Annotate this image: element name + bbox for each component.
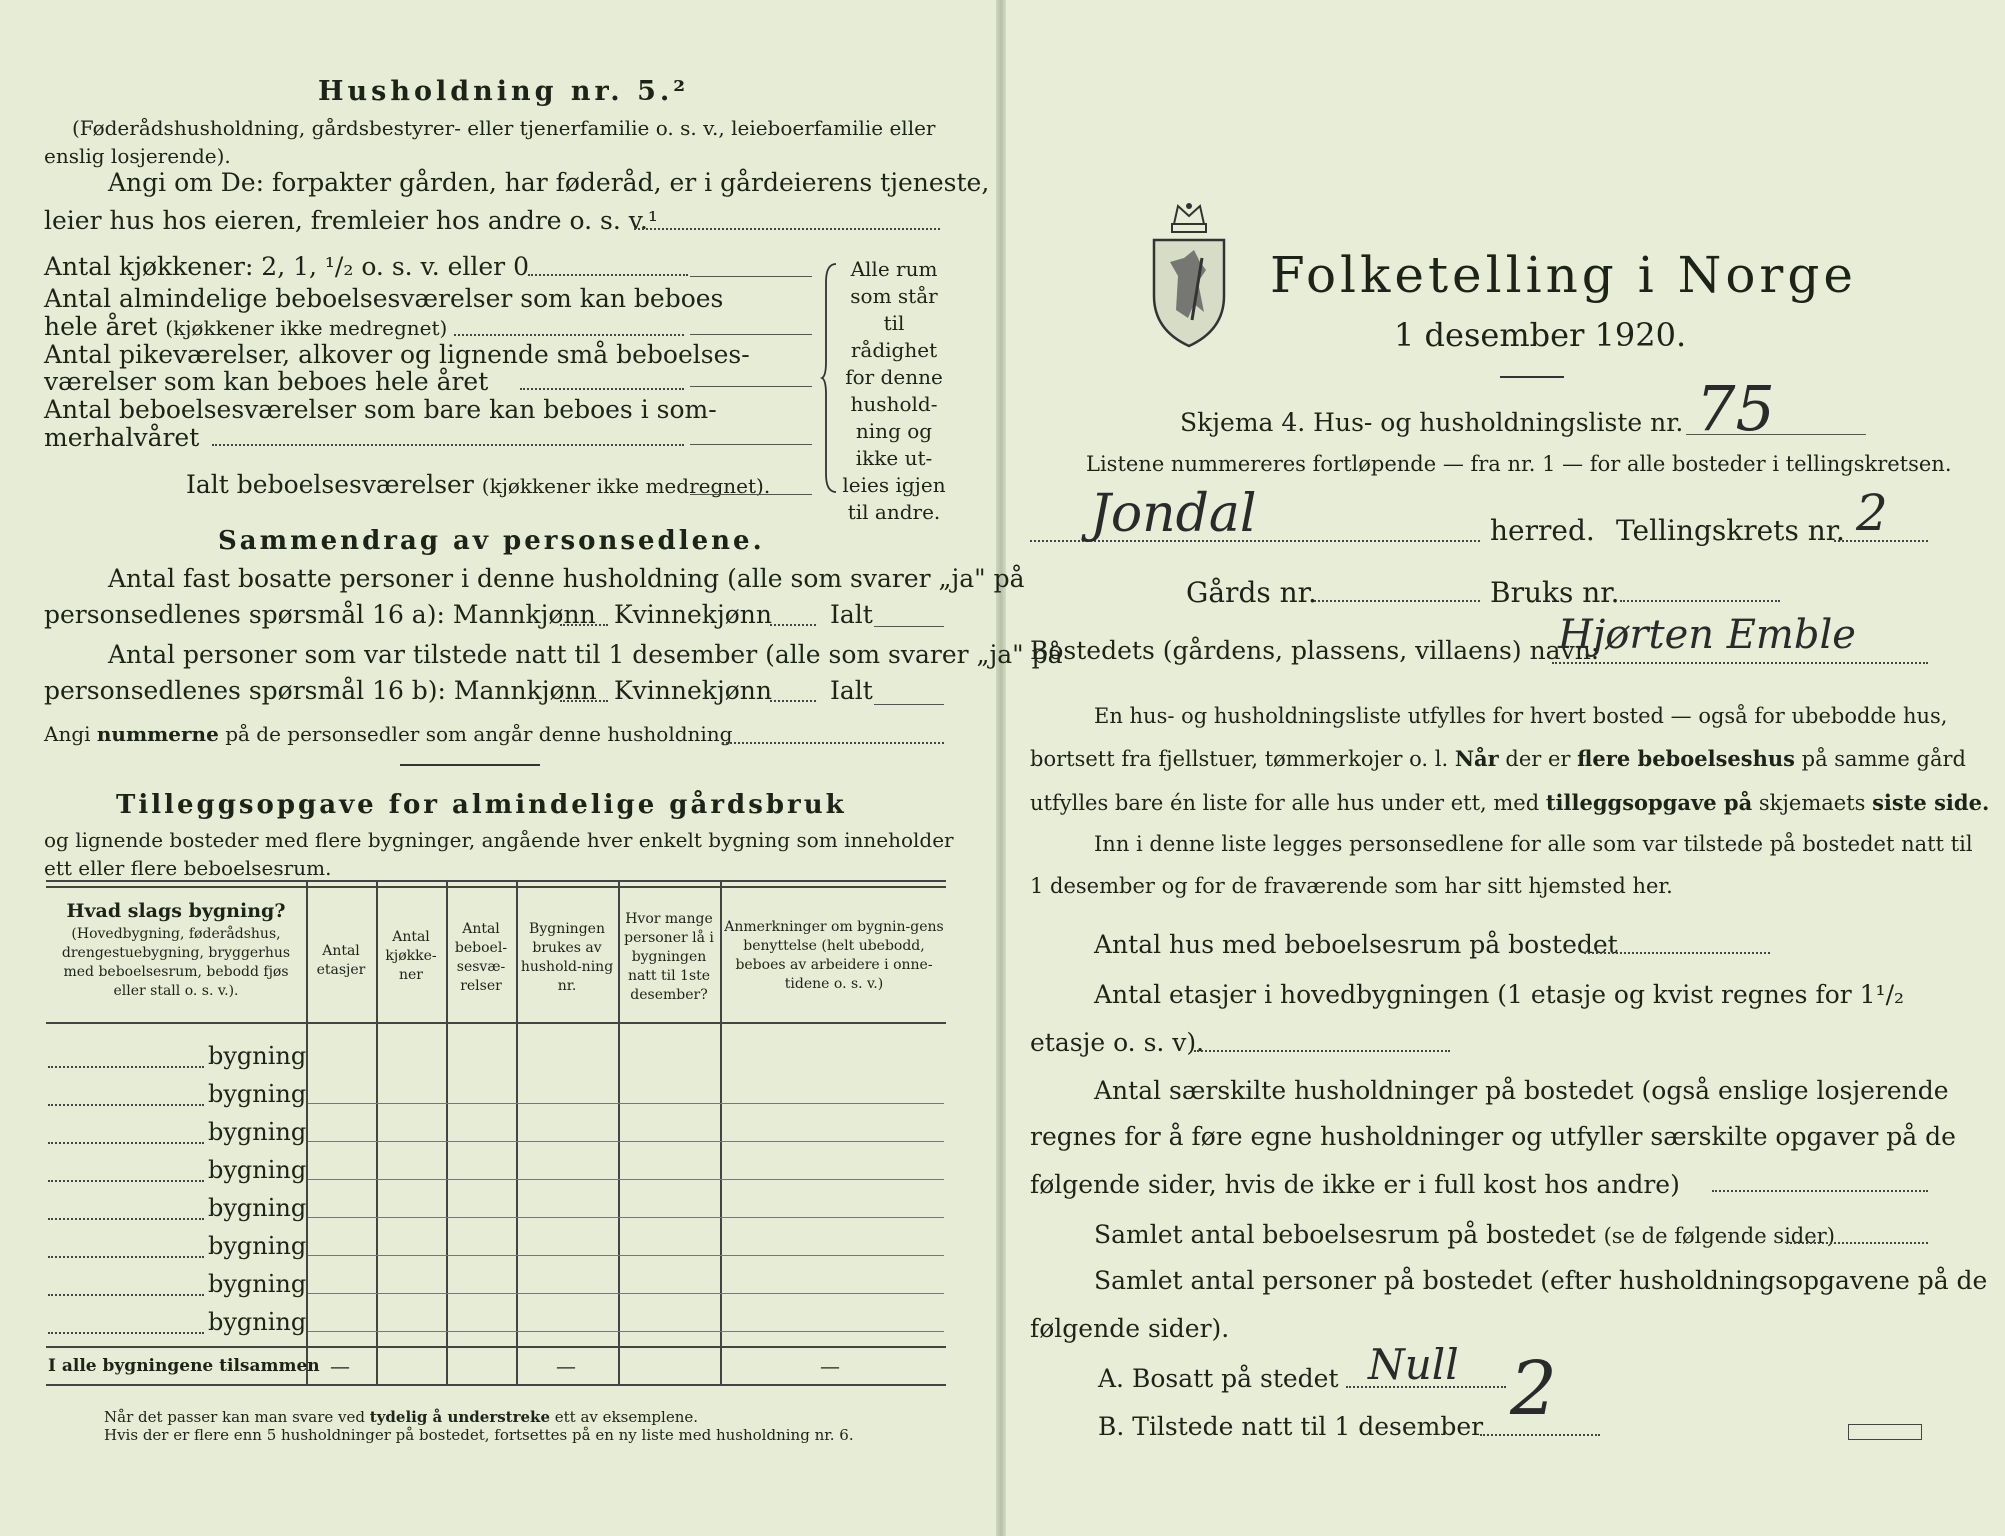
- col-etasjer-header: Antal etasjer: [316, 943, 366, 978]
- total-row-label: I alle bygningene tilsammen: [48, 1356, 320, 1376]
- section-divider: [400, 764, 540, 766]
- col-kjokkener-header: Antal kjøkke-ner: [385, 929, 437, 983]
- a-bosatt-label: A. Bosatt på stedet: [1098, 1364, 1339, 1393]
- table-header-border: [46, 1022, 946, 1024]
- tillegg-line-1: og lignende bosteder med flere bygninger, angående hver enkelt bygning som inneholder: [44, 828, 954, 852]
- row-fill[interactable]: [48, 1180, 204, 1182]
- kvinne-1-label: Kvinnekjønn: [614, 600, 772, 629]
- kjokken-line: Antal kjøkkener: 2, 1, ¹/₂ o. s. v. eller 0: [44, 252, 529, 281]
- herred-value[interactable]: Jondal: [1090, 484, 1257, 544]
- pike-answer-line[interactable]: [690, 386, 812, 387]
- sommer-answer-line[interactable]: [690, 444, 812, 445]
- row-fill[interactable]: [48, 1142, 204, 1144]
- angi-line-2: leier hus hos eieren, fremleier hos andre o. s. v.¹: [44, 206, 658, 235]
- tellingskrets-label: Tellingskrets nr.: [1616, 514, 1845, 547]
- sommer-line-1: Antal beboelsesværelser som bare kan beboes i som-: [44, 395, 717, 424]
- alm-dots: [454, 334, 684, 336]
- q-etasjer-line-1: Antal etasjer i hovedbygningen (1 etasje og kvist regnes for 1¹/₂: [1094, 980, 1905, 1009]
- census-title: Folketelling i Norge: [1270, 246, 1857, 304]
- ialt-answer-line[interactable]: [690, 494, 812, 495]
- q-pers-line-1: Samlet antal personer på bostedet (efter husholdningsopgavene på de: [1094, 1266, 1988, 1295]
- instr-line-4: Inn i denne liste legges personsedlene for alle som var tilstede på bostedet natt til: [1094, 832, 1973, 856]
- q-rum-line: Samlet antal beboelsesrum på bostedet (se de følgende sider): [1094, 1220, 1835, 1249]
- table-bottom-border: [46, 1384, 946, 1386]
- ialt-1-line[interactable]: [874, 626, 944, 627]
- bosted-line[interactable]: [1552, 662, 1928, 664]
- instr-line-5: 1 desember og for de fraværende som har sitt hjemsted her.: [1030, 874, 1673, 898]
- col-building-header: Hvad slags bygning? (Hovedbygning, føderådshus, drengestuebygning, bryggerhus med beboelsesrum, bebodd fjøs eller stall o. s. v.).: [61, 900, 291, 999]
- tellingskrets-value[interactable]: 2: [1856, 484, 1888, 542]
- norway-crest-icon: [1148, 200, 1230, 350]
- total-anm-dash: —: [820, 1354, 840, 1378]
- q-rum-answer-line[interactable]: [1786, 1242, 1928, 1244]
- table-row: bygning: [208, 1156, 307, 1184]
- q-hus-line[interactable]: [1584, 952, 1770, 954]
- summary-line-2b: personsedlenes spørsmål 16 b): Mannkjønn: [44, 676, 597, 705]
- bruks-line[interactable]: [1620, 600, 1780, 602]
- ialt-2-line[interactable]: [874, 704, 944, 705]
- mann-1-line[interactable]: [560, 624, 608, 626]
- row-fill[interactable]: [48, 1066, 204, 1068]
- kvinne-2-label: Kvinnekjønn: [614, 676, 772, 705]
- building-table: [46, 880, 946, 1384]
- bosted-label: Bostedets (gårdens, plassens, villaens) navn:: [1030, 636, 1600, 665]
- alm-answer-line[interactable]: [690, 334, 812, 335]
- mann-2-line[interactable]: [560, 700, 608, 702]
- table-row: bygning: [208, 1042, 307, 1070]
- listene-note: Listene nummereres fortløpende — fra nr. 1 — for alle bosteder i tellingskretsen.: [1086, 452, 1952, 476]
- col-personer-header: Hvor mange personer lå i bygningen natt til 1ste desember?: [624, 911, 714, 1003]
- row-fill[interactable]: [48, 1294, 204, 1296]
- col-beboelse-header: Antal beboel-sesvæ-relser: [454, 921, 508, 994]
- table-row: bygning: [208, 1118, 307, 1146]
- q-hush-line-2: regnes for å føre egne husholdninger og utfyller særskilte opgaver på de: [1030, 1122, 1956, 1151]
- bosted-value[interactable]: Hjørten Emble: [1558, 612, 1856, 658]
- bruks-label: Bruks nr.: [1490, 576, 1620, 609]
- summary-line-1b: personsedlenes spørsmål 16 a): Mannkjønn: [44, 600, 596, 629]
- kvinne-2-line[interactable]: [770, 700, 816, 702]
- table-row: bygning: [208, 1270, 307, 1298]
- alm-line-1: Antal almindelige beboelsesværelser som kan beboes: [44, 284, 724, 313]
- tillegg-title: Tilleggsopgave for almindelige gårdsbruk: [116, 790, 847, 820]
- instr-line-1: En hus- og husholdningsliste utfylles for hvert bosted — også for ubebodde hus,: [1094, 704, 1948, 728]
- summary-line-1a: Antal fast bosatte personer i denne husholdning (alle som svarer „ja" på: [108, 564, 1025, 593]
- q-etasjer-line-2: etasje o. s. v).: [1030, 1028, 1205, 1057]
- a-bosatt-value[interactable]: Null: [1368, 1340, 1459, 1389]
- angi-fill-line: [634, 228, 940, 230]
- q-hus: Antal hus med beboelsesrum på bostedet: [1094, 930, 1618, 959]
- row-fill[interactable]: [48, 1256, 204, 1258]
- col-husholdning-header: Bygningen brukes av hushold-ning nr.: [520, 921, 614, 994]
- q-hush-line-3: følgende sider, hvis de ikke er i full kost hos andre): [1030, 1170, 1680, 1199]
- kjokken-dots: [528, 274, 688, 276]
- b-tilstede-label: B. Tilstede natt til 1 desember: [1098, 1412, 1484, 1441]
- pike-line-1: Antal pikeværelser, alkover og lignende små beboelses-: [44, 340, 750, 369]
- table-top-border: [46, 880, 946, 882]
- angi-line-1: Angi om De: forpakter gården, har føderåd, er i gårdeierens tjeneste,: [108, 168, 990, 197]
- summary-title: Sammendrag av personsedlene.: [218, 526, 765, 556]
- col-anmerkninger-header: Anmerkninger om bygnin-gens benyttelse (helt ubebodd, beboes av arbeidere i onne-tidene o. s. v.): [724, 919, 944, 992]
- b-tilstede-line[interactable]: [1480, 1434, 1600, 1436]
- b-tilstede-value[interactable]: 2: [1510, 1346, 1558, 1432]
- q-hush-line-1: Antal særskilte husholdninger på bostedet (også enslige losjerende: [1094, 1076, 1949, 1105]
- q-pers-line-2: følgende sider).: [1030, 1314, 1230, 1343]
- q-etasjer-answer-line[interactable]: [1194, 1050, 1450, 1052]
- table-row: bygning: [208, 1194, 307, 1222]
- gards-label: Gårds nr.: [1186, 576, 1317, 609]
- summary-line-2a: Antal personer som var tilstede natt til 1 desember (alle som svarer „ja" på: [108, 640, 1063, 669]
- household-note-line-1: (Føderådshusholdning, gårdsbestyrer- eller tjenerfamilie o. s. v., leieboerfamilie eller: [72, 116, 936, 140]
- q-hush-answer-line[interactable]: [1712, 1190, 1928, 1192]
- skjema-number-value[interactable]: 75: [1696, 372, 1775, 445]
- side-note: Alle rum som står til rådighet for denne hushold- ning og ikke ut- leies igjen til andre.: [842, 257, 946, 524]
- page-fold: [996, 0, 1006, 1536]
- title-divider: [1500, 376, 1564, 378]
- ialt-1-label: Ialt: [830, 600, 873, 629]
- table-row: bygning: [208, 1232, 307, 1260]
- tillegg-line-2: ett eller flere beboelsesrum.: [44, 856, 332, 880]
- ialt-2-label: Ialt: [830, 676, 873, 705]
- table-row: bygning: [208, 1080, 307, 1108]
- total-husholdning-dash: —: [556, 1354, 576, 1378]
- household-title: Husholdning nr. 5.²: [318, 76, 690, 107]
- skjema-label: Skjema 4. Hus- og husholdningsliste nr.: [1180, 408, 1684, 437]
- household-note-line-2: enslig losjerende).: [44, 144, 231, 168]
- table-row: bygning: [208, 1308, 307, 1336]
- angi-nummerne-line: Angi nummerne på de personsedler som angår denne husholdning: [44, 722, 733, 746]
- pike-dots: [520, 388, 684, 390]
- pike-line-2: værelser som kan beboes hele året: [44, 367, 489, 396]
- sommer-line-2: merhalvåret: [44, 423, 200, 452]
- instr-line-2: bortsett fra fjellstuer, tømmerkojer o. l. Når der er flere beboelseshus på samme gård: [1030, 746, 1966, 771]
- ialt-beboelse-line: Ialt beboelsesværelser (kjøkkener ikke medregnet).: [186, 470, 771, 499]
- table-top-border-inner: [46, 886, 946, 888]
- footnote-2: Hvis der er flere enn 5 husholdninger på bostedet, fortsettes på en ny liste med husholdning nr. 6.: [104, 1426, 854, 1444]
- sommer-dots: [212, 444, 684, 446]
- table-total-border: [46, 1346, 946, 1348]
- gards-line[interactable]: [1314, 600, 1480, 602]
- footnote-1: Når det passer kan man svare ved tydelig å understreke ett av eksemplene.: [104, 1408, 699, 1426]
- row-cell-lines: [308, 1066, 944, 1332]
- printer-mark: [1848, 1424, 1922, 1440]
- row-fill[interactable]: [48, 1218, 204, 1220]
- angi-nummerne-fill[interactable]: [722, 742, 944, 744]
- instr-line-3: utfylles bare én liste for alle hus under ett, med tilleggsopgave på skjemaets siste side.: [1030, 790, 1990, 815]
- row-fill[interactable]: [48, 1104, 204, 1106]
- kvinne-1-line[interactable]: [770, 624, 816, 626]
- brace-icon: [820, 262, 840, 494]
- census-date: 1 desember 1920.: [1394, 316, 1687, 354]
- alm-line-2: hele året (kjøkkener ikke medregnet): [44, 312, 448, 341]
- row-fill[interactable]: [48, 1332, 204, 1334]
- total-etasjer-dash: —: [330, 1354, 350, 1378]
- herred-label: herred.: [1490, 514, 1595, 547]
- kjokken-answer-line[interactable]: [690, 276, 812, 277]
